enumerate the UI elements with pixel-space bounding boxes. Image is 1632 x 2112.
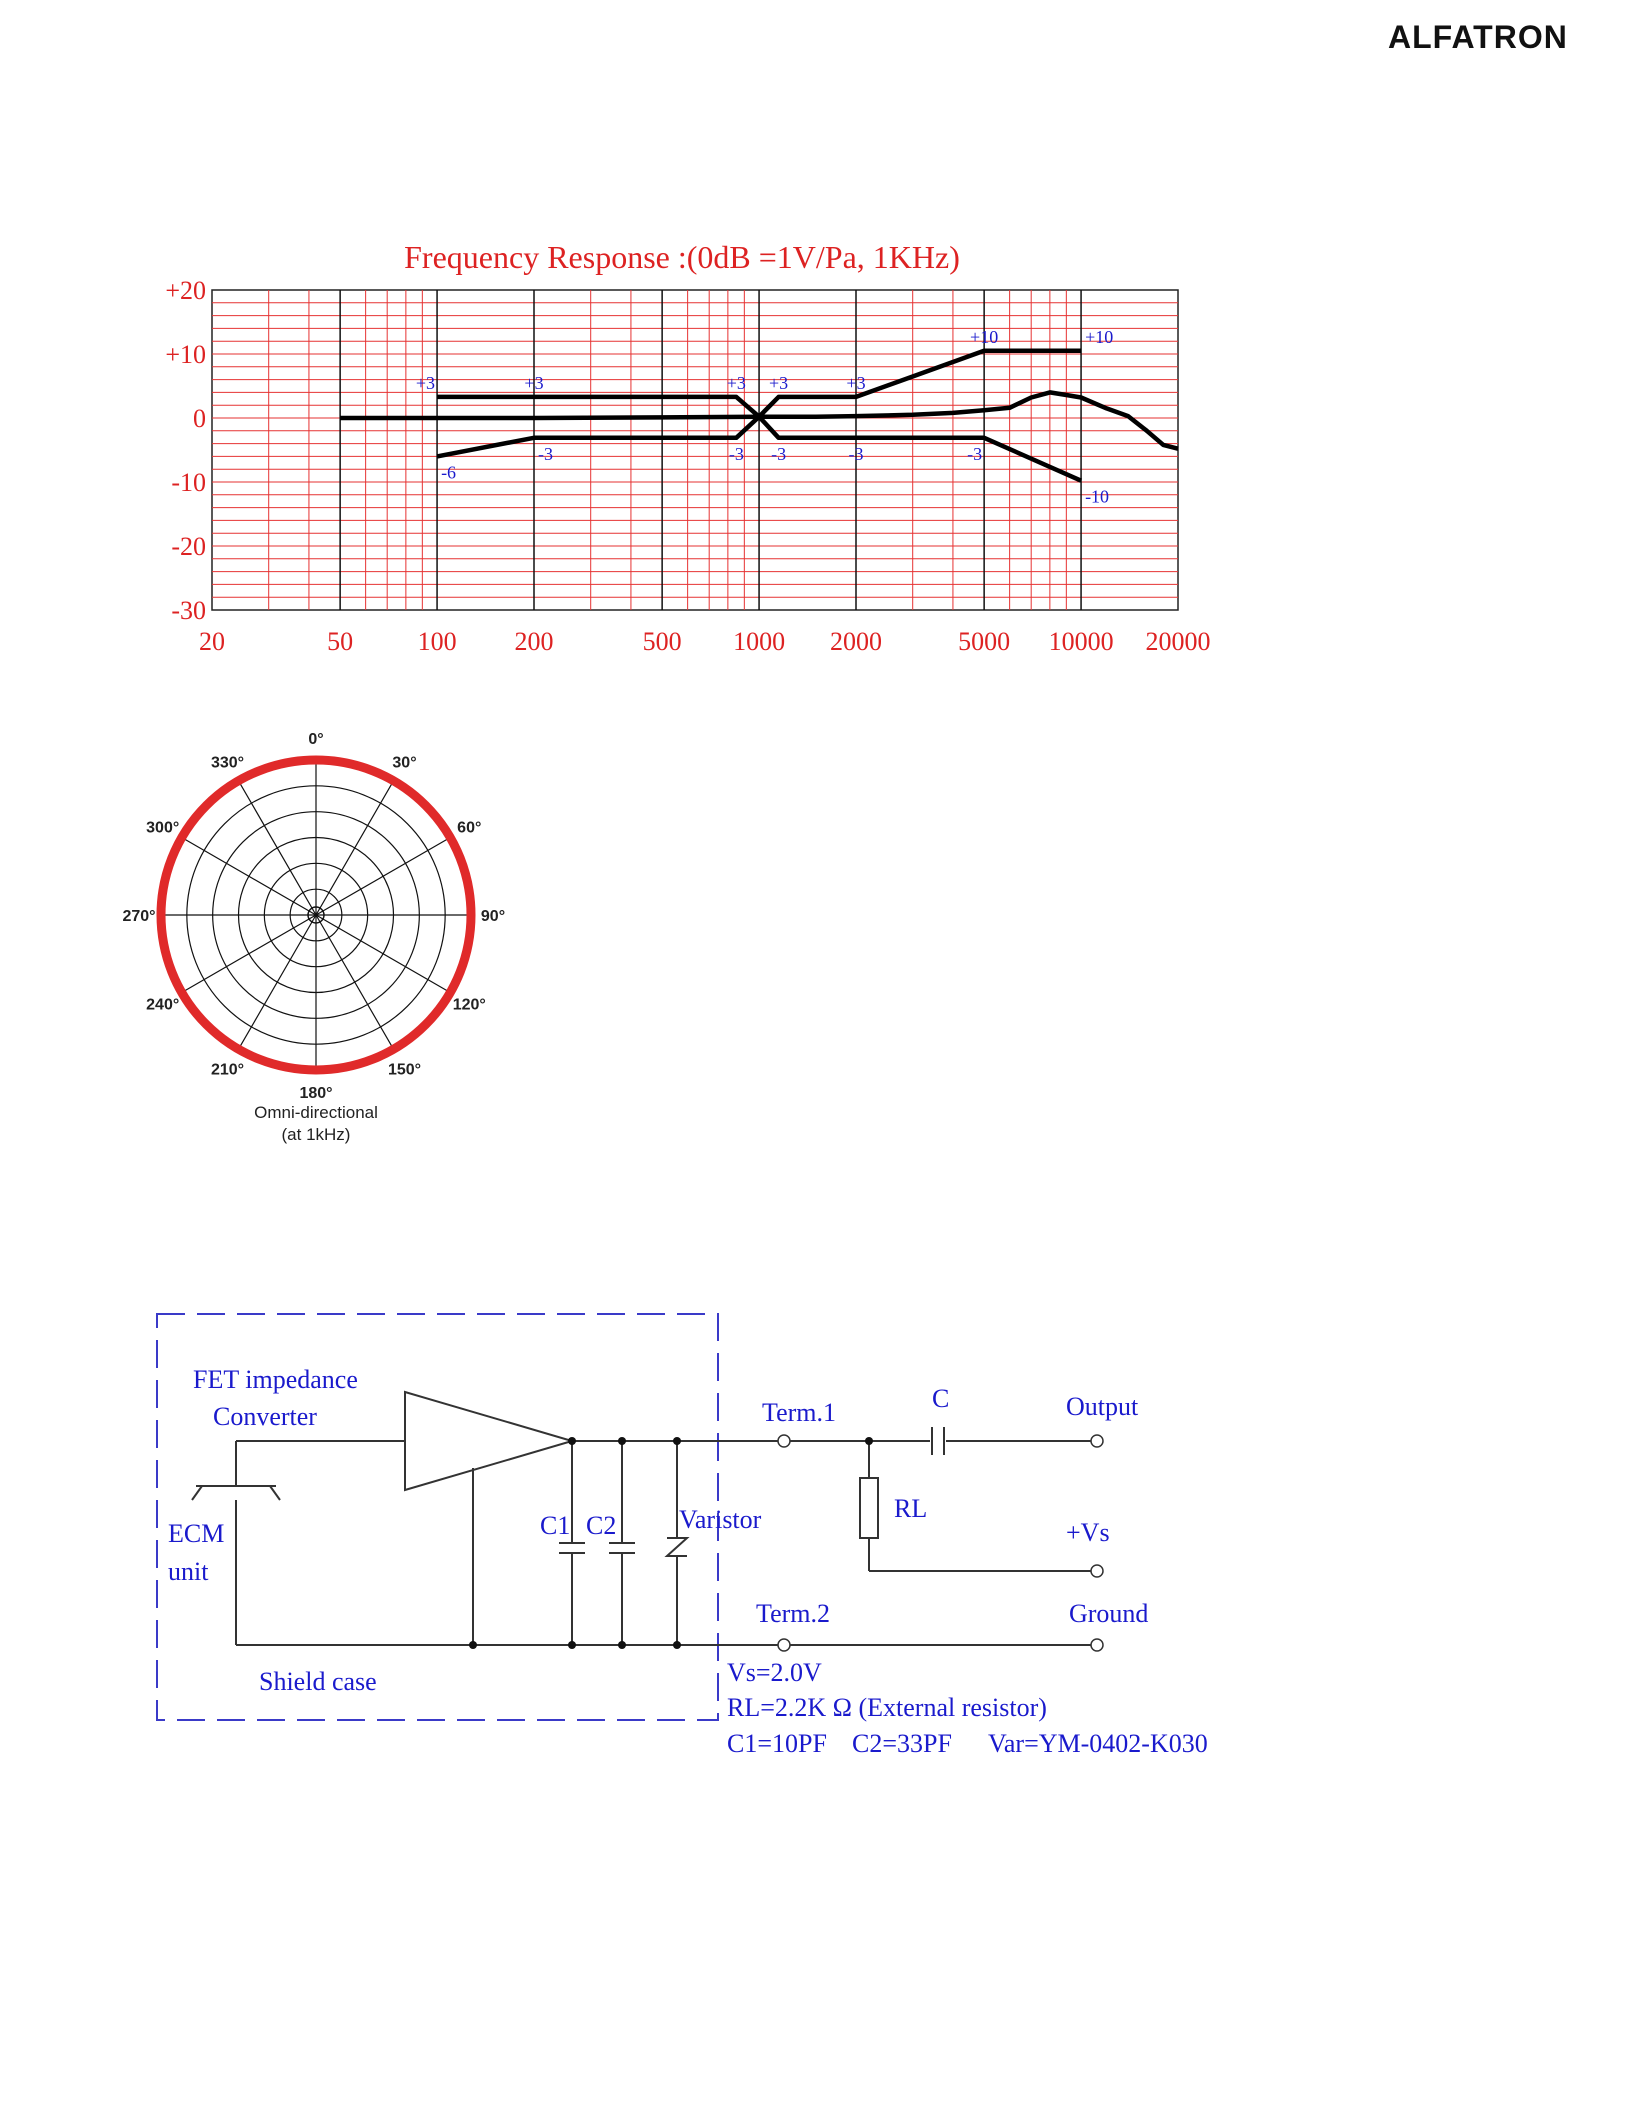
junction-dot [673,1641,681,1649]
term2-terminal [778,1639,790,1651]
chart-title: Frequency Response :(0dB =1V/Pa, 1KHz) [404,239,960,275]
c2-label: C2 [586,1511,617,1540]
fet-label-line1: FET impedance [193,1365,358,1394]
x-tick-label: 2000 [830,627,882,656]
limit-label: -3 [967,443,983,464]
term1-label: Term.1 [762,1398,836,1427]
x-tick-label: 200 [514,627,554,656]
polar-angle-label: 180° [299,1085,333,1102]
rl-label: RL [894,1494,928,1523]
shield-case-label: Shield case [259,1667,377,1696]
ecm-plate-edges [192,1486,280,1500]
junction-dot [618,1437,626,1445]
spec-rl: RL=2.2K Ω (External resistor) [727,1693,1047,1722]
junction-dot [568,1437,576,1445]
polar-angle-label: 240° [146,996,180,1014]
polar-spoke [316,838,450,916]
output-label: Output [1066,1392,1139,1421]
y-tick-label: -30 [171,596,206,625]
limit-label: +10 [1085,326,1114,347]
junction-dot [618,1641,626,1649]
junction-dot [568,1641,576,1649]
spec-varistor: Var=YM-0402-K030 [988,1729,1208,1758]
chart-grid [212,290,1178,610]
fet-label-line2: Converter [213,1402,317,1431]
polar-spoke [182,915,316,993]
polar-angle-label: 0° [308,731,324,748]
junction-dot [673,1437,681,1445]
ecm-label-line2: unit [168,1557,209,1586]
limit-label: -3 [771,443,787,464]
vs-terminal [1091,1565,1103,1577]
limit-label: -6 [441,462,457,483]
y-tick-label: -20 [171,532,206,561]
ground-terminal [1091,1639,1103,1651]
varistor-symbol [667,1538,687,1556]
polar-spoke [182,838,316,916]
x-tick-label: 10000 [1048,627,1114,656]
x-tick-label: 5000 [958,627,1011,656]
limit-label: +3 [415,372,436,393]
junction-dot [469,1641,477,1649]
y-axis-ticks [165,276,206,625]
polar-angle-label: 330° [210,754,245,772]
term1-terminal [778,1435,790,1447]
circuit-diagram [0,1290,1632,1810]
polar-spoke [239,781,317,915]
cap-label: C [932,1384,950,1413]
polar-angle-label: 270° [122,908,156,925]
spec-c1: C1=10PF [727,1729,827,1758]
polar-angle-label: 210° [210,1061,245,1079]
junction-dot [865,1437,873,1445]
spec-c2: C2=33PF [852,1729,952,1758]
x-axis-ticks [199,627,1211,656]
polar-spoke [316,915,394,1049]
polar-spoke [316,915,450,993]
limit-label: -3 [728,443,744,464]
term2-label: Term.2 [756,1599,830,1628]
limit-label: -10 [1085,486,1110,507]
x-tick-label: 500 [642,627,682,656]
fet-amplifier-symbol [405,1392,572,1490]
polar-angle-label: 30° [392,754,417,772]
limit-label: +3 [524,372,544,393]
vs-label: +Vs [1066,1518,1110,1547]
limit-label: -3 [848,443,864,464]
limit-label: +3 [846,372,866,393]
y-tick-label: +10 [165,340,206,369]
polar-angle-label: 150° [387,1061,422,1079]
polar-caption-line1: Omni-directional [254,1103,378,1122]
polar-spoke [239,915,317,1049]
polar-angle-label: 60° [457,819,482,837]
polar-caption-line2: (at 1kHz) [281,1125,351,1144]
limit-label: +10 [970,326,999,347]
logo-text: ALFATRON [1388,19,1568,55]
limit-label: -3 [538,443,553,464]
polar-spoke [316,781,394,915]
varistor-label: Varistor [679,1505,762,1534]
limit-label: +3 [769,372,789,393]
ground-label: Ground [1069,1599,1149,1628]
spec-vs: Vs=2.0V [727,1658,822,1687]
x-tick-label: 20000 [1145,627,1211,656]
x-tick-label: 50 [327,627,354,656]
ecm-label-line1: ECM [168,1519,225,1548]
x-tick-label: 20 [199,627,225,656]
x-tick-label: 1000 [733,627,786,656]
limit-label: +3 [726,372,746,393]
frequency-response-chart [0,0,1632,700]
rl-resistor-symbol [860,1478,878,1538]
y-tick-label: 0 [193,404,206,433]
polar-angle-label: 90° [480,908,506,925]
x-tick-label: 100 [417,627,457,656]
y-tick-label: +20 [165,276,206,305]
c1-label: C1 [540,1511,571,1540]
output-terminal [1091,1435,1103,1447]
polar-angle-label: 120° [452,996,486,1014]
polar-pattern-chart [100,730,520,1180]
y-tick-label: -10 [171,468,206,497]
plot-border [212,290,1178,610]
polar-angle-label: 300° [146,819,180,837]
